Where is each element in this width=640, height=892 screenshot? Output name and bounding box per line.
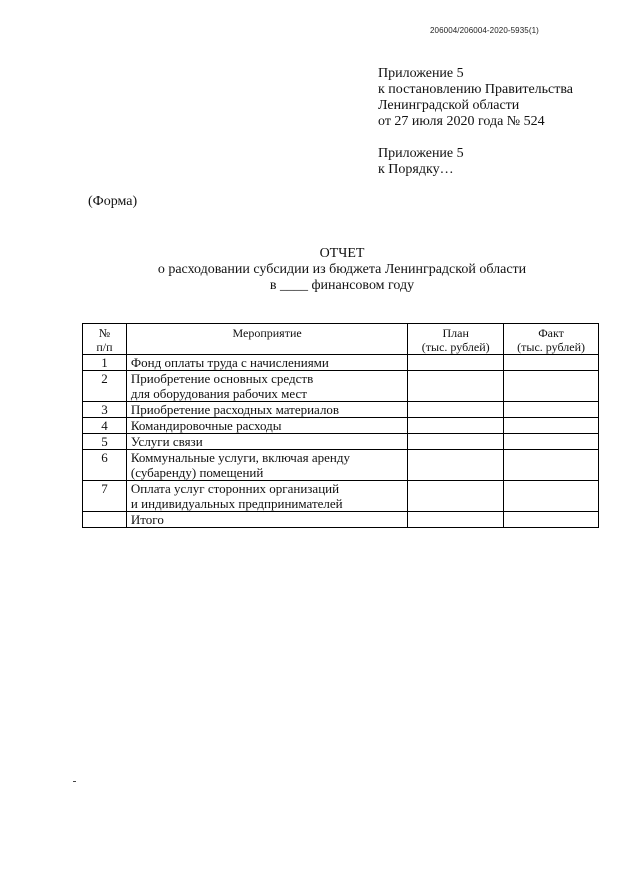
appendix-line: Ленинградской области — [378, 98, 520, 113]
table-header-row — [83, 324, 599, 355]
row-fact-cell — [504, 434, 599, 450]
row-number: 4 — [83, 418, 127, 434]
table-row — [83, 434, 599, 450]
appendix-government-decree — [378, 66, 573, 130]
table-row — [83, 355, 599, 371]
report-year-line: в ____ финансовом году — [269, 278, 415, 293]
row-number: 3 — [83, 402, 127, 418]
appendix-line: от 27 июля 2020 года № 524 — [378, 114, 545, 129]
report-title: ОТЧЕТ — [319, 246, 365, 261]
row-plan-cell — [408, 481, 504, 512]
row-plan-cell — [408, 371, 504, 402]
row-number: 7 — [83, 481, 127, 512]
row-fact-cell — [504, 371, 599, 402]
table-row — [83, 418, 599, 434]
header-activity: Мероприятие — [126, 324, 407, 355]
row-number: 5 — [83, 434, 127, 450]
form-label: (Форма) — [88, 194, 138, 209]
row-activity: Фонд оплаты труда с начислениями — [126, 355, 407, 371]
row-plan-cell — [408, 418, 504, 434]
appendix-line: Приложение 5 — [378, 146, 464, 161]
row-plan-cell — [408, 355, 504, 371]
row-plan-cell — [408, 512, 504, 528]
row-number: 6 — [83, 450, 127, 481]
report-subtitle: о расходовании субсидии из бюджета Ленинградской области — [157, 262, 527, 277]
row-activity: Командировочные расходы — [126, 418, 407, 434]
header-fact: Факт (тыс. рублей) — [504, 324, 599, 355]
table-row — [83, 481, 599, 512]
row-activity: Оплата услуг сторонних организаций и индивидуальных предпринимателей — [126, 481, 407, 512]
row-activity: Приобретение расходных материалов — [126, 402, 407, 418]
appendix-line: к Порядку… — [378, 162, 454, 177]
appendix-line: Приложение 5 — [378, 66, 464, 81]
row-plan-cell — [408, 402, 504, 418]
row-activity: Услуги связи — [126, 434, 407, 450]
row-fact-cell — [504, 512, 599, 528]
row-plan-cell — [408, 434, 504, 450]
row-fact-cell — [504, 402, 599, 418]
document-id: 206004/206004-2020-5935(1) — [430, 26, 539, 35]
table-row — [83, 402, 599, 418]
appendix-order — [378, 146, 464, 178]
table-row — [83, 371, 599, 402]
row-fact-cell — [504, 355, 599, 371]
row-plan-cell — [408, 450, 504, 481]
row-activity: Итого — [126, 512, 407, 528]
header-number: № п/п — [83, 324, 127, 355]
row-activity: Коммунальные услуги, включая аренду (субаренду) помещений — [126, 450, 407, 481]
row-fact-cell — [504, 450, 599, 481]
row-number: 2 — [83, 371, 127, 402]
header-plan: План (тыс. рублей) — [408, 324, 504, 355]
expense-report-table — [82, 323, 599, 528]
table-row — [83, 450, 599, 481]
row-fact-cell — [504, 481, 599, 512]
row-fact-cell — [504, 418, 599, 434]
row-activity: Приобретение основных средств для оборудования рабочих мест — [126, 371, 407, 402]
scan-mark — [73, 781, 76, 782]
appendix-line: к постановлению Правительства — [378, 82, 574, 97]
row-number — [83, 512, 127, 528]
row-number: 1 — [83, 355, 127, 371]
table-total-row — [83, 512, 599, 528]
